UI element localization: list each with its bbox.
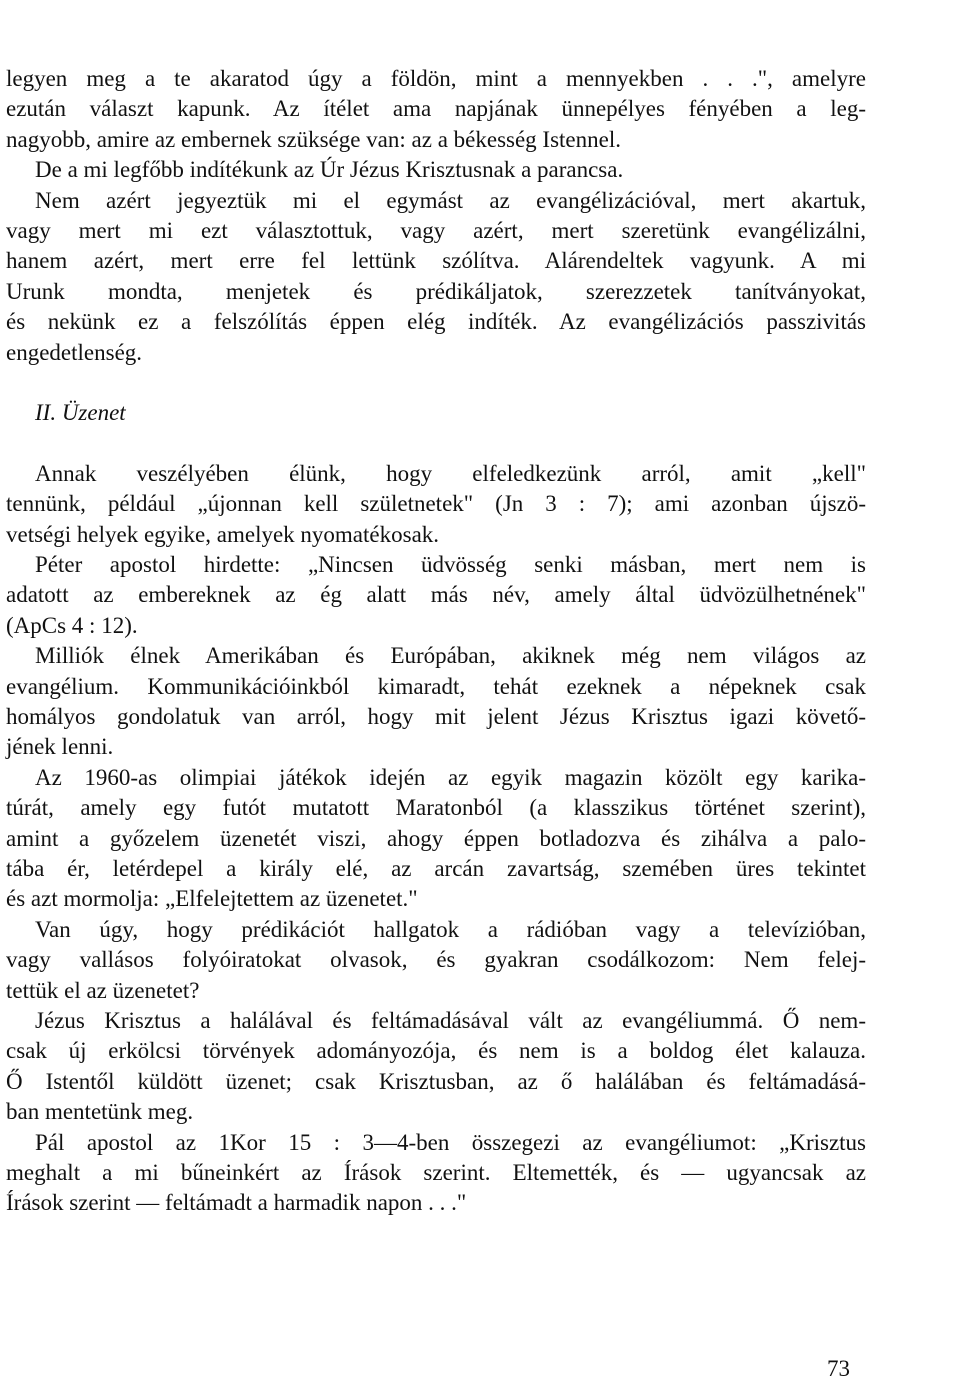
text-line: csak új erkölcsi törvények adományozója, és nem is a boldog élet kalauza. xyxy=(6,1038,866,1064)
text-line: Urunk mondta, menjetek és prédikáljatok, szerezzetek tanítványokat, xyxy=(6,278,866,304)
text-line: Van úgy, hogy prédikációt hallgatok a rádióban vagy a televízióban, xyxy=(35,916,866,942)
paragraph xyxy=(6,550,866,641)
text-line: amint a győzelem üzenetét viszi, ahogy éppen botladozva és zihálva a palo- xyxy=(6,825,866,851)
page-number: 73 xyxy=(827,1356,850,1381)
paragraph xyxy=(6,763,866,915)
page-body xyxy=(6,64,866,1219)
text-line: Jézus Krisztus a halálával és feltámadásával vált az evangéliummá. Ő nem- xyxy=(35,1007,866,1033)
text-line: De a mi legfőbb indítékunk az Úr Jézus Krisztusnak a parancsa. xyxy=(35,157,624,183)
paragraph xyxy=(6,64,866,155)
text-line: adatott az embereknek az ég alatt más név, amely által üdvözülhetnének" xyxy=(6,582,866,608)
text-line: vetségi helyek egyike, amelyek nyomatékosak. xyxy=(6,521,440,547)
paragraph xyxy=(6,641,866,763)
text-line: Milliók élnek Amerikában és Európában, akiknek még nem világos az xyxy=(35,643,866,669)
paragraph xyxy=(6,186,866,368)
text-line: hanem azért, mert erre fel lettünk szólítva. Alárendeltek vagyunk. A mi xyxy=(6,248,866,274)
section-heading: II. Üzenet xyxy=(35,399,126,425)
text-line: evangélium. Kommunikációinkból kimaradt, tehát ezeknek a népeknek csak xyxy=(6,673,866,699)
text-line: Az 1960-as olimpiai játékok idején az egyik magazin közölt egy karika- xyxy=(35,764,866,790)
text-line: ezután választ kapunk. Az ítélet ama napjának ünnepélyes fényében a leg- xyxy=(6,96,866,122)
text-line: túrát, amely egy futót mutatott Maratonból (a klasszikus történet szerint), xyxy=(6,795,866,821)
paragraph xyxy=(6,1128,866,1219)
text-line: és azt mormolja: „Elfelejtettem az üzenetet." xyxy=(6,886,418,912)
paragraph xyxy=(6,155,866,185)
paragraph xyxy=(6,459,866,550)
text-line: Nem azért jegyeztük mi el egymást az evangélizációval, mert akartuk, xyxy=(35,187,866,213)
text-line: Ő Istentől küldött üzenet; csak Krisztusban, az ő halálában és feltámadásá- xyxy=(6,1068,866,1094)
text-line: és nekünk ez a felszólítás éppen elég indíték. Az evangélizációs passzivitás xyxy=(6,309,866,335)
text-line: homályos gondolatuk van arról, hogy mit jelent Jézus Krisztus igazi követő- xyxy=(6,704,866,730)
text-line: Írások szerint — feltámadt a harmadik napon . . ." xyxy=(6,1190,467,1216)
text-line: Annak veszélyében élünk, hogy elfeledkezünk arról, amit „kell" xyxy=(35,460,866,486)
text-line: engedetlenség. xyxy=(6,339,143,365)
text-line: (ApCs 4 : 12). xyxy=(6,612,138,638)
text-line: meghalt a mi bűneinkért az Írások szerint. Eltemették, és — ugyancsak az xyxy=(6,1159,866,1185)
text-line: tennünk, például „újonnan kell születnetek" (Jn 3 : 7); ami azonban újszö- xyxy=(6,491,866,517)
text-line: vagy vallásos folyóiratokat olvasok, és gyakran csodálkozom: Nem felej- xyxy=(6,947,866,973)
text-line: tába ér, letérdepel a király elé, az arcán zavartság, szemében üres tekintet xyxy=(6,855,866,881)
paragraph xyxy=(6,915,866,1006)
paragraph xyxy=(6,1006,866,1128)
text-line: legyen meg a te akaratod úgy a földön, mint a mennyekben . . .", amelyre xyxy=(6,66,866,91)
text-line: vagy mert mi ezt választottuk, vagy azért, mert szeretünk evangélizálni, xyxy=(6,217,866,243)
text-line: nagyobb, amire az embernek szüksége van: az a békesség Istennel. xyxy=(6,126,621,152)
text-line: ban mentetünk meg. xyxy=(6,1099,194,1125)
text-line: tettük el az üzenetet? xyxy=(6,977,200,1003)
text-line: jének lenni. xyxy=(6,734,114,760)
text-line: Pál apostol az 1Kor 15 : 3—4-ben összegezi az evangéliumot: „Krisztus xyxy=(35,1129,866,1155)
text-line: Péter apostol hirdette: „Nincsen üdvösség senki másban, mert nem is xyxy=(35,552,866,578)
